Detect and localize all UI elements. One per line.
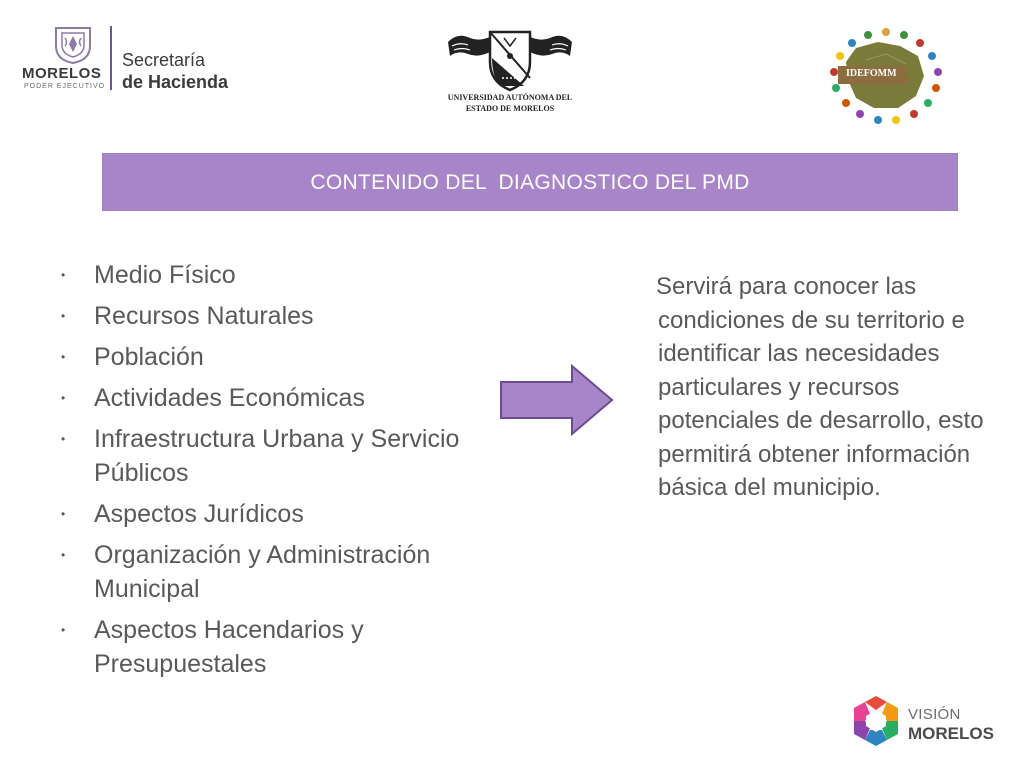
list-item <box>58 613 498 681</box>
bullet-icon: • <box>61 350 66 364</box>
morelos-crest-icon <box>50 24 96 64</box>
bullet-icon: • <box>61 623 66 637</box>
list-item-label: Población <box>94 343 204 371</box>
uaem-shield-icon <box>440 28 580 92</box>
uaem-name-line2: ESTADO DE MORELOS <box>465 104 555 113</box>
vision-word: VISIÓN <box>908 706 961 723</box>
vision-morelos-logo <box>846 692 1006 752</box>
list-item-label: Aspectos Hacendarios y Presupuestales <box>94 616 364 678</box>
dept-name-line1: Secretaría <box>122 50 206 70</box>
description-first-line: Servirá para conocer las <box>656 273 917 300</box>
list-item <box>58 538 498 606</box>
idefomm-logo <box>826 26 946 126</box>
idefomm-label: IDEFOMM <box>846 68 897 79</box>
list-item <box>58 258 498 292</box>
list-item <box>58 340 498 374</box>
morelos-state-subtitle: PODER EJECUTIVO <box>24 83 106 90</box>
bullet-icon: • <box>61 548 66 562</box>
title-banner <box>102 153 958 211</box>
list-item-label: Infraestructura Urbana y Servicio Públicos <box>94 425 460 487</box>
bullet-icon: • <box>61 268 66 282</box>
list-item-label: Medio Físico <box>94 261 236 289</box>
uaem-name-line1: UNIVERSIDAD AUTÓNOMA DEL <box>447 93 573 102</box>
list-item-label: Organización y Administración Municipal <box>94 541 431 603</box>
list-item-label: Actividades Económicas <box>94 384 365 412</box>
morelos-state-name: MORELOS <box>22 65 102 82</box>
bullet-icon: • <box>61 432 66 446</box>
vision-morelos-hexagon-icon <box>846 692 906 752</box>
right-arrow-icon <box>500 364 614 436</box>
description-body: condiciones de su territorio e identificar las necesidades particulares y recursos potenciales de desarrollo, esto permitirá obtener información básica del municipio. <box>658 306 984 501</box>
dept-name-line2: de Hacienda <box>122 72 229 92</box>
list-item-label: Recursos Naturales <box>94 302 314 330</box>
bullet-icon: • <box>61 309 66 323</box>
list-item <box>58 381 498 415</box>
bullet-icon: • <box>61 507 66 521</box>
logo-divider <box>110 26 112 90</box>
list-item-label: Aspectos Jurídicos <box>94 500 304 528</box>
list-item <box>58 422 498 490</box>
morelos-hacienda-logo <box>20 22 250 94</box>
diagnostic-content-list <box>58 258 498 688</box>
morelos-word: MORELOS <box>908 724 994 743</box>
description-text <box>654 270 994 505</box>
uaem-logo <box>440 28 580 122</box>
list-item <box>58 299 498 333</box>
bullet-icon: • <box>61 391 66 405</box>
list-item <box>58 497 498 531</box>
slide-title: CONTENIDO DEL DIAGNOSTICO DEL PMD <box>310 171 750 194</box>
